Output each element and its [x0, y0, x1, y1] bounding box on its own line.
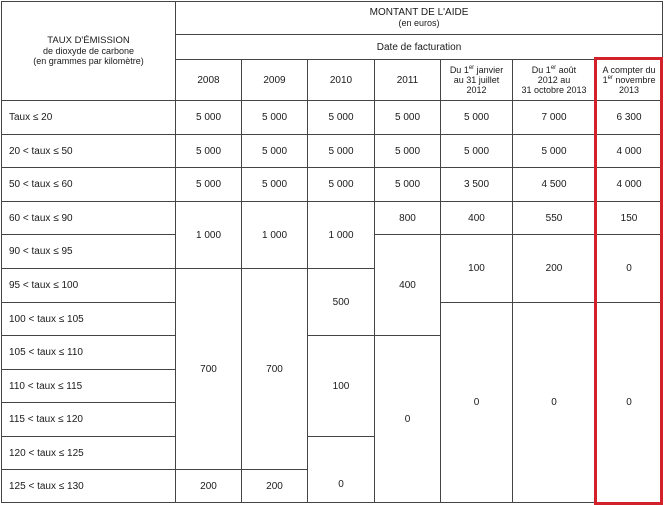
value-cell: 400 [375, 235, 441, 336]
value-cell: 4 000 [596, 168, 663, 202]
value-cell: 700 [176, 269, 242, 470]
value-cell: 150 [596, 202, 663, 235]
value-cell: 0 [596, 303, 663, 503]
value-cell: 5 000 [308, 168, 375, 202]
value-cell: 5 000 [176, 135, 242, 168]
value-cell: 4 000 [596, 135, 663, 168]
value-cell: 5 000 [441, 101, 513, 135]
row-label: 100 < taux ≤ 105 [2, 303, 176, 336]
value-cell: 7 000 [513, 101, 596, 135]
value-cell: 500 [308, 269, 375, 336]
row-label: 90 < taux ≤ 95 [2, 235, 176, 269]
row-label: 105 < taux ≤ 110 [2, 336, 176, 370]
aid-amount-subtitle: (en euros) [398, 17, 440, 28]
value-cell: 200 [176, 470, 242, 503]
value-cell: 5 000 [441, 135, 513, 168]
row-label: 110 < taux ≤ 115 [2, 370, 176, 403]
value-cell: 5 000 [242, 135, 308, 168]
row-label: 95 < taux ≤ 100 [2, 269, 176, 303]
value-cell: 800 [375, 202, 441, 235]
aid-amount-title: MONTANT DE L'AIDE [369, 6, 469, 18]
value-cell: 4 500 [513, 168, 596, 202]
aid-amount-table [1, 1, 663, 503]
value-cell: 0 [375, 336, 441, 503]
value-cell: 0 [308, 437, 375, 503]
value-cell: 1 000 [308, 202, 375, 269]
value-cell: 1 000 [242, 202, 308, 269]
corner-line1: TAUX D'ÉMISSION [47, 35, 130, 46]
row-label: 60 < taux ≤ 90 [2, 202, 176, 235]
value-cell: 100 [308, 336, 375, 437]
value-cell: 5 000 [176, 168, 242, 202]
value-cell: 0 [441, 303, 513, 503]
row-label: 125 < taux ≤ 130 [2, 470, 176, 503]
invoice-date-label: Date de facturation [176, 35, 663, 60]
value-cell: 3 500 [441, 168, 513, 202]
col-2009: 2009 [242, 60, 308, 101]
value-cell: 200 [513, 235, 596, 303]
value-cell: 0 [596, 235, 663, 303]
col-jan-jul-2012: Du 1er janvier au 31 juillet 2012 [441, 60, 513, 101]
value-cell: 5 000 [375, 135, 441, 168]
col-from-nov-2013: A compter du 1er novembre 2013 [596, 60, 663, 101]
value-cell: 5 000 [513, 135, 596, 168]
value-cell: 5 000 [242, 168, 308, 202]
row-label: 120 < taux ≤ 125 [2, 437, 176, 470]
col-2011: 2011 [375, 60, 441, 101]
value-cell: 5 000 [242, 101, 308, 135]
value-cell: 100 [441, 235, 513, 303]
col-2010: 2010 [308, 60, 375, 101]
value-cell: 0 [513, 303, 596, 503]
row-label: 50 < taux ≤ 60 [2, 168, 176, 202]
value-cell: 400 [441, 202, 513, 235]
col-aug2012-oct2013: Du 1er août 2012 au 31 octobre 2013 [513, 60, 596, 101]
value-cell: 5 000 [176, 101, 242, 135]
value-cell: 5 000 [308, 101, 375, 135]
row-label: Taux ≤ 20 [2, 101, 176, 135]
aid-amount-header [176, 2, 663, 35]
row-label: 20 < taux ≤ 50 [2, 135, 176, 168]
value-cell: 5 000 [308, 135, 375, 168]
value-cell: 700 [242, 269, 308, 470]
corner-line2: de dioxyde de carbone [42, 46, 135, 56]
value-cell: 550 [513, 202, 596, 235]
row-label: 115 < taux ≤ 120 [2, 403, 176, 437]
value-cell: 1 000 [176, 202, 242, 269]
emission-rate-header [2, 2, 176, 101]
value-cell: 6 300 [596, 101, 663, 135]
value-cell: 5 000 [375, 168, 441, 202]
value-cell: 200 [242, 470, 308, 503]
value-cell: 5 000 [375, 101, 441, 135]
corner-line3: (en grammes par kilomètre) [33, 56, 144, 66]
col-2008: 2008 [176, 60, 242, 101]
